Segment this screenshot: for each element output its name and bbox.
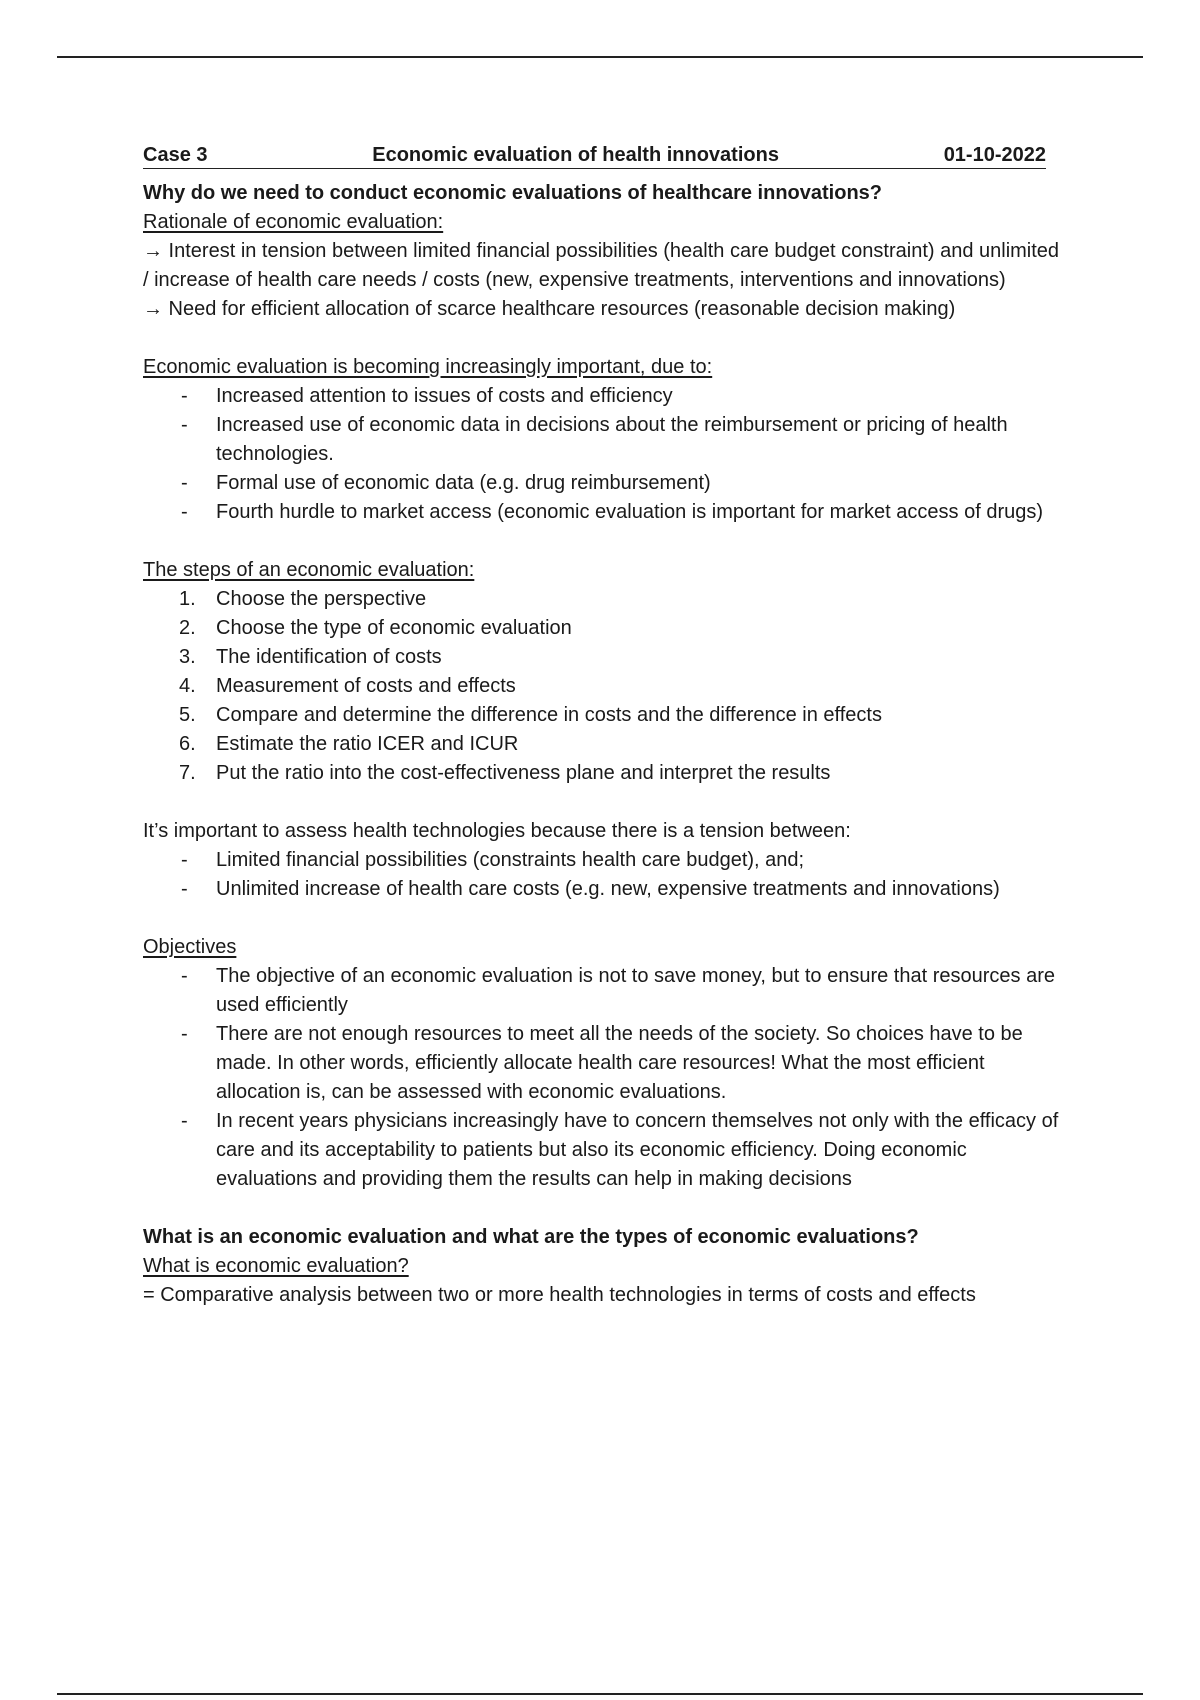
top-rule <box>57 56 1143 58</box>
tension-list <box>143 846 1063 904</box>
importance-list <box>143 382 1063 527</box>
step-text: Estimate the ratio ICER and ICUR <box>216 733 519 755</box>
step-number: 6. <box>179 733 196 755</box>
list-item <box>143 614 1063 643</box>
list-item <box>143 585 1063 614</box>
document-title: Economic evaluation of health innovations <box>372 144 779 166</box>
spacer <box>143 527 1063 556</box>
bottom-rule <box>57 1693 1143 1695</box>
question-why-economic-evaluation: Why do we need to conduct economic evaluations of healthcare innovations? <box>143 182 882 204</box>
tension-intro: It’s important to assess health technologies because there is a tension between: <box>143 820 851 842</box>
list-item <box>143 730 1063 759</box>
objectives-heading: Objectives <box>143 936 237 958</box>
steps-list <box>143 585 1063 788</box>
document-body <box>143 143 1063 1310</box>
list-item: - Increased attention to issues of costs and efficiency <box>143 382 1063 411</box>
document-date: 01-10-2022 <box>943 144 1046 166</box>
list-item: - In recent years physicians increasingly have to concern themselves not only with the efficacy of care and its acceptability to patients but also its economic efficiency. Doing economic evaluations and providing them the results can help in making decisions <box>143 1107 1063 1194</box>
list-item: - Fourth hurdle to market access (economic evaluation is important for market access of drugs) <box>143 498 1063 527</box>
list-item <box>143 759 1063 788</box>
list-item: - Increased use of economic data in decisions about the reimbursement or pricing of health technologies. <box>143 411 1063 469</box>
step-number: 7. <box>179 762 196 784</box>
step-text: Choose the type of economic evaluation <box>216 617 572 639</box>
objectives-list <box>143 962 1063 1194</box>
step-number: 1. <box>179 588 196 610</box>
list-item: - Formal use of economic data (e.g. drug reimbursement) <box>143 469 1063 498</box>
step-text: Put the ratio into the cost-effectiveness plane and interpret the results <box>216 762 831 784</box>
case-label: Case 3 <box>143 144 208 166</box>
step-number: 3. <box>179 646 196 668</box>
step-text: The identification of costs <box>216 646 442 668</box>
spacer <box>143 324 1063 353</box>
list-item: - There are not enough resources to meet all the needs of the society. So choices have to be made. In other words, efficiently allocate health care resources! What the most efficient allocation is, can be assessed with economic evaluations. <box>143 1020 1063 1107</box>
step-number: 2. <box>179 617 196 639</box>
list-item <box>143 701 1063 730</box>
document-header <box>143 143 1046 169</box>
list-item: - The objective of an economic evaluation is not to save money, but to ensure that resources are used efficiently <box>143 962 1063 1020</box>
spacer <box>143 1194 1063 1223</box>
rationale-point-1: → Interest in tension between limited financial possibilities (health care budget constraint) and unlimited / increase of health care needs / costs (new, expensive treatments, interventions and innovations) <box>143 240 1060 291</box>
rationale-point-2: → Need for efficient allocation of scarce healthcare resources (reasonable decision making) <box>143 298 956 320</box>
list-item <box>143 672 1063 701</box>
rationale-heading: Rationale of economic evaluation: <box>143 211 444 233</box>
step-text: Compare and determine the difference in costs and the difference in effects <box>216 704 882 726</box>
spacer <box>143 904 1063 933</box>
definition-heading: What is economic evaluation? <box>143 1255 409 1277</box>
step-number: 4. <box>179 675 196 697</box>
list-item: - Limited financial possibilities (constraints health care budget), and; <box>143 846 1063 875</box>
step-text: Choose the perspective <box>216 588 427 610</box>
spacer <box>143 788 1063 817</box>
list-item: - Unlimited increase of health care costs (e.g. new, expensive treatments and innovations) <box>143 875 1063 904</box>
step-number: 5. <box>179 704 196 726</box>
importance-heading: Economic evaluation is becoming increasingly important, due to: <box>143 356 713 378</box>
list-item <box>143 643 1063 672</box>
definition-text: = Comparative analysis between two or more health technologies in terms of costs and effects <box>143 1284 976 1306</box>
step-text: Measurement of costs and effects <box>216 675 516 697</box>
question-what-is-economic-evaluation: What is an economic evaluation and what are the types of economic evaluations? <box>143 1226 919 1248</box>
steps-heading: The steps of an economic evaluation: <box>143 559 475 581</box>
